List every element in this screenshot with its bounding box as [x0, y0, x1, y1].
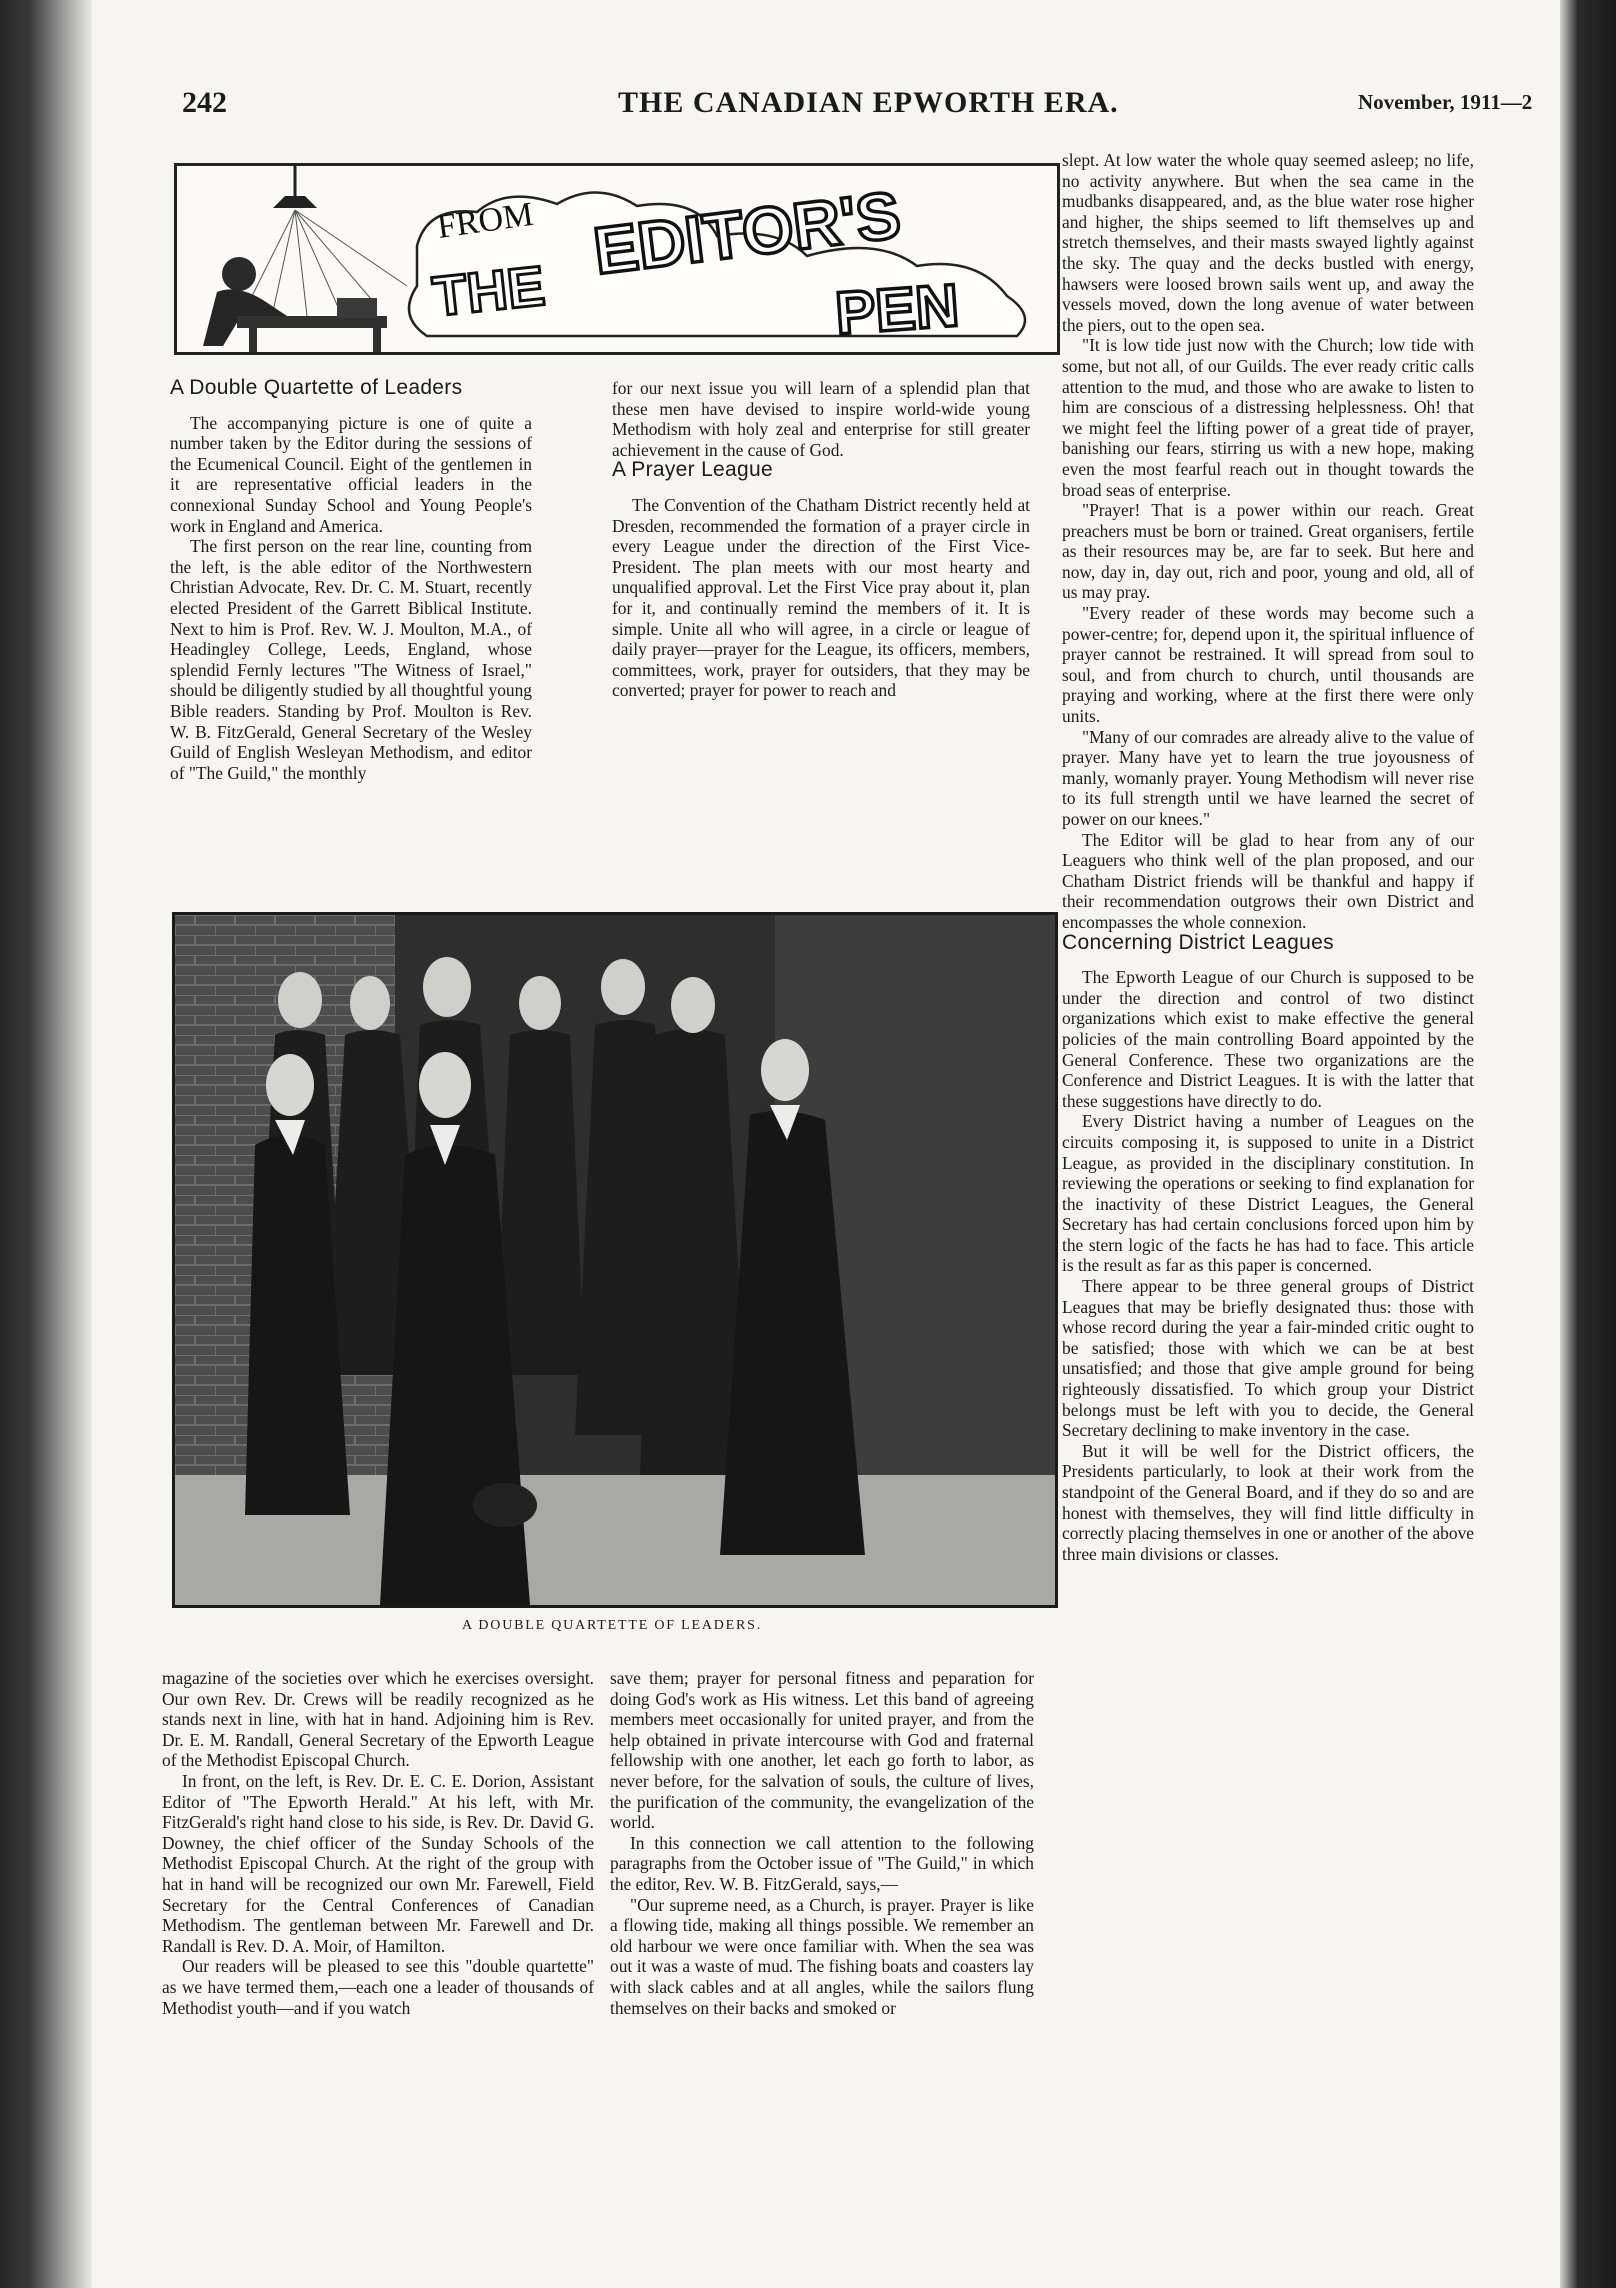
paragraph: The accompanying picture is one of quite a number taken by the Editor during the sessions of the Ecumenical Council. Eight of the gentlemen in it are representative official leaders in the connexional Sunday School and Young People's work in England and America.	[170, 412, 532, 536]
paragraph: for our next issue you will learn of a splendid plan that these men have devised to inspire world-wide young Methodism with holy zeal and enterprise for still greater achievement in the cause of God.	[612, 378, 1030, 460]
paragraph: "Many of our comrades are already alive to the value of prayer. Many have yet to learn the true joyousness of manly, womanly prayer. Young Methodism will never rise to its full strength until we have learned the secret of power on our knees."	[1062, 726, 1474, 829]
photo-caption: A DOUBLE QUARTETTE OF LEADERS.	[461, 1618, 763, 1633]
article-title-prayer-league: A Prayer League	[612, 458, 773, 482]
paragraph: In front, on the left, is Rev. Dr. E. C. E. Dorion, Assistant Editor of "The Epworth Herald." At his left, with Mr. FitzGerald's right hand close to his side, is Rev. Dr. David G. Downey, the chief officer of the Sunday Schools of the Methodist Episcopal Church. At the right of the group with hat in hand will be recognized our own Mr. Farewell, Field Secretary for the Central Conferences of Canadian Methodism. The gentleman between Mr. Farewell and Dr. Randall is Rev. D. A. Moir, of Hamilton.	[162, 1770, 594, 1956]
paragraph: In this connection we call attention to the following paragraphs from the October issue of "The Guild," in which the editor, Rev. W. B. FitzGerald, says,—	[610, 1832, 1034, 1894]
column-3	[1062, 150, 1474, 1564]
group-photograph	[172, 912, 1058, 1608]
paragraph: "It is low tide just now with the Church; low tide with some, but not all, of our Guilds. The ever ready critic calls attention to the mud, and those who are awake to listen to him are conscious of a distressing helplessness. Oh! that we might feel the lifting power of a great tide of prayer, banishing our fears, stirring us with a new hope, making even the most fearful reach out in thought towards the broad seas of enterprise.	[1062, 335, 1474, 500]
photo-illustration	[175, 915, 1055, 1605]
paragraph: "Prayer! That is a power within our reach. Great preachers must be born or trained. Great organisers, fertile as their resources may be, are far to seek. But here and now, day in, day out, rich and poor, young and old, all of us may pray.	[1062, 500, 1474, 603]
banner-word-the: THE	[429, 253, 548, 328]
article-title-district-leagues: Concerning District Leagues	[1062, 930, 1334, 954]
banner-word-pen: PEN	[833, 271, 961, 347]
column-1-bottom	[162, 1668, 594, 2018]
paragraph: "Our supreme need, as a Church, is prayer. Prayer is like a flowing tide, making all things possible. We remember an old harbour we were once familiar with. When the sea was out it was a waste of mud. The fishing boats and coasters lay with slack cables and at all angles, while the sailors flung themselves on their backs and smoked or	[610, 1894, 1034, 2018]
paragraph: save them; prayer for personal fitness and peparation for doing God's work as His witness. Let this band of agreeing members meet occasionally for united prayer, and from the help obtained in private intercourse with God and fraternal fellowship with one another, let each go forth to labor, as never before, for the salvation of souls, the culture of lives, the purification of the community, the evangelization of the world.	[610, 1668, 1034, 1833]
column-2-top	[612, 378, 1030, 701]
paragraph: slept. At low water the whole quay seemed asleep; no life, no activity anywhere. But when the sea came in the mudbanks disappeared, and, as the blue water rose higher and higher, the ships seemed to lift themselves up and stretch themselves, and their masts swayed lightly against the sky. The quay and the decks bustled with energy, hawsers were loosed brown sails went up, and away the vessels moved, down the long avenue of water between the piers, out to the open sea.	[1062, 150, 1474, 335]
paragraph: There appear to be three general groups of District Leagues that may be briefly designated thus: those with whose record during the year a fair-minded critic ought to be satisfied; those with which we can be at best unsatisfied; and those that give ample ground for being righteously dissatisfied. To which group your District belongs must be left with you to decide, the General Secretary declining to make inventory in the case.	[1062, 1276, 1474, 1441]
paragraph: The first person on the rear line, counting from the left, is the able editor of the Northwestern Christian Advocate, Rev. Dr. C. M. Stuart, recently elected President of the Garrett Biblical Institute. Next to him is Prof. Rev. W. J. Moulton, M.A., of Headingley College, Leeds, England, whose splendid Fernly lectures "The Witness of Israel," should be diligently studied by all thoughtful young Bible readers. Standing by Prof. Moulton is Rev. W. B. FitzGerald, General Secretary of the Wesley Guild of English Wesleyan Methodism, and editor of "The Guild," the monthly	[170, 536, 532, 783]
running-header	[182, 86, 1562, 126]
page-number: 242	[182, 86, 227, 119]
banner-word-editors: EDITOR'S	[589, 176, 905, 288]
paragraph: Our readers will be pleased to see this "double quartette" as we have termed them,—each one a leader of thousands of Methodist youth—and if you watch	[162, 1956, 594, 2018]
column-1-top	[170, 378, 532, 783]
paragraph: magazine of the societies over which he exercises oversight. Our own Rev. Dr. Crews will be readily recognized as he stands next in line, with hat in hand. Adjoining him is Rev. Dr. E. M. Randall, General Secretary of the Epworth League of the Methodist Episcopal Church.	[162, 1668, 594, 1771]
paragraph: The Convention of the Chatham District recently held at Dresden, recommended the formation of a prayer circle in every League under the direction of the First Vice-President. The plan meets with our most hearty and unqualified approval. Let the First Vice pray about it, plan for it, and continually remind the members of it. It is simple. Unite all who will agree, in a circle or league of daily prayer—prayer for the League, its officers, members, committees, work, prayer for outsiders, that they may be converted; prayer for power to reach and	[612, 494, 1030, 701]
magazine-page	[92, 0, 1560, 2288]
paragraph: The Editor will be glad to hear from any of our Leaguers who think well of the plan proposed, and our Chatham District friends will be thankful and happy if their recommendation outgrows their own District and encompasses the whole connexion.	[1062, 829, 1474, 932]
article-title-double-quartette: A Double Quartette of Leaders	[170, 376, 463, 399]
paragraph: But it will be well for the District officers, the Presidents particularly, to look at their work from the standpoint of the General Board, and if they do so and are honest with themselves, they will find little difficulty in correctly placing themselves in one or another of the above three main divisions or classes.	[1062, 1440, 1474, 1564]
paragraph: "Every reader of these words may become such a power-centre; for, depend upon it, the spiritual influence of prayer cannot be restrained. It will spread from soul to soul, and from church to church, until thousands are praying and working, where at the first there were only units.	[1062, 603, 1474, 727]
banner-word-from: FROM	[434, 195, 536, 246]
book-spine-shadow	[0, 0, 92, 2288]
column-2-bottom	[610, 1668, 1034, 2018]
issue-date: November, 1911—2	[1358, 90, 1533, 114]
publication-title: THE CANADIAN EPWORTH ERA.	[618, 86, 1119, 119]
banner-illustration	[177, 166, 1057, 352]
editors-pen-banner	[174, 163, 1060, 355]
paragraph: The Epworth League of our Church is supposed to be under the direction and control of two distinct organizations which exist to make effective the general policies of the main controlling Board appointed by the General Conference. These two organizations are the Conference and District Leagues. It is with the latter that these suggestions have directly to do.	[1062, 967, 1474, 1111]
page-edge-shadow	[1560, 0, 1616, 2288]
paragraph: Every District having a number of Leagues on the circuits composing it, is supposed to unite in a District League, as provided in the disciplinary constitution. In reviewing the operations or seeking to find explanation for the inactivity of these District Leagues, the General Secretary has had certain conclusions forced upon him by the stern logic of the facts he has had to face. This article is the result as far as this paper is concerned.	[1062, 1111, 1474, 1276]
